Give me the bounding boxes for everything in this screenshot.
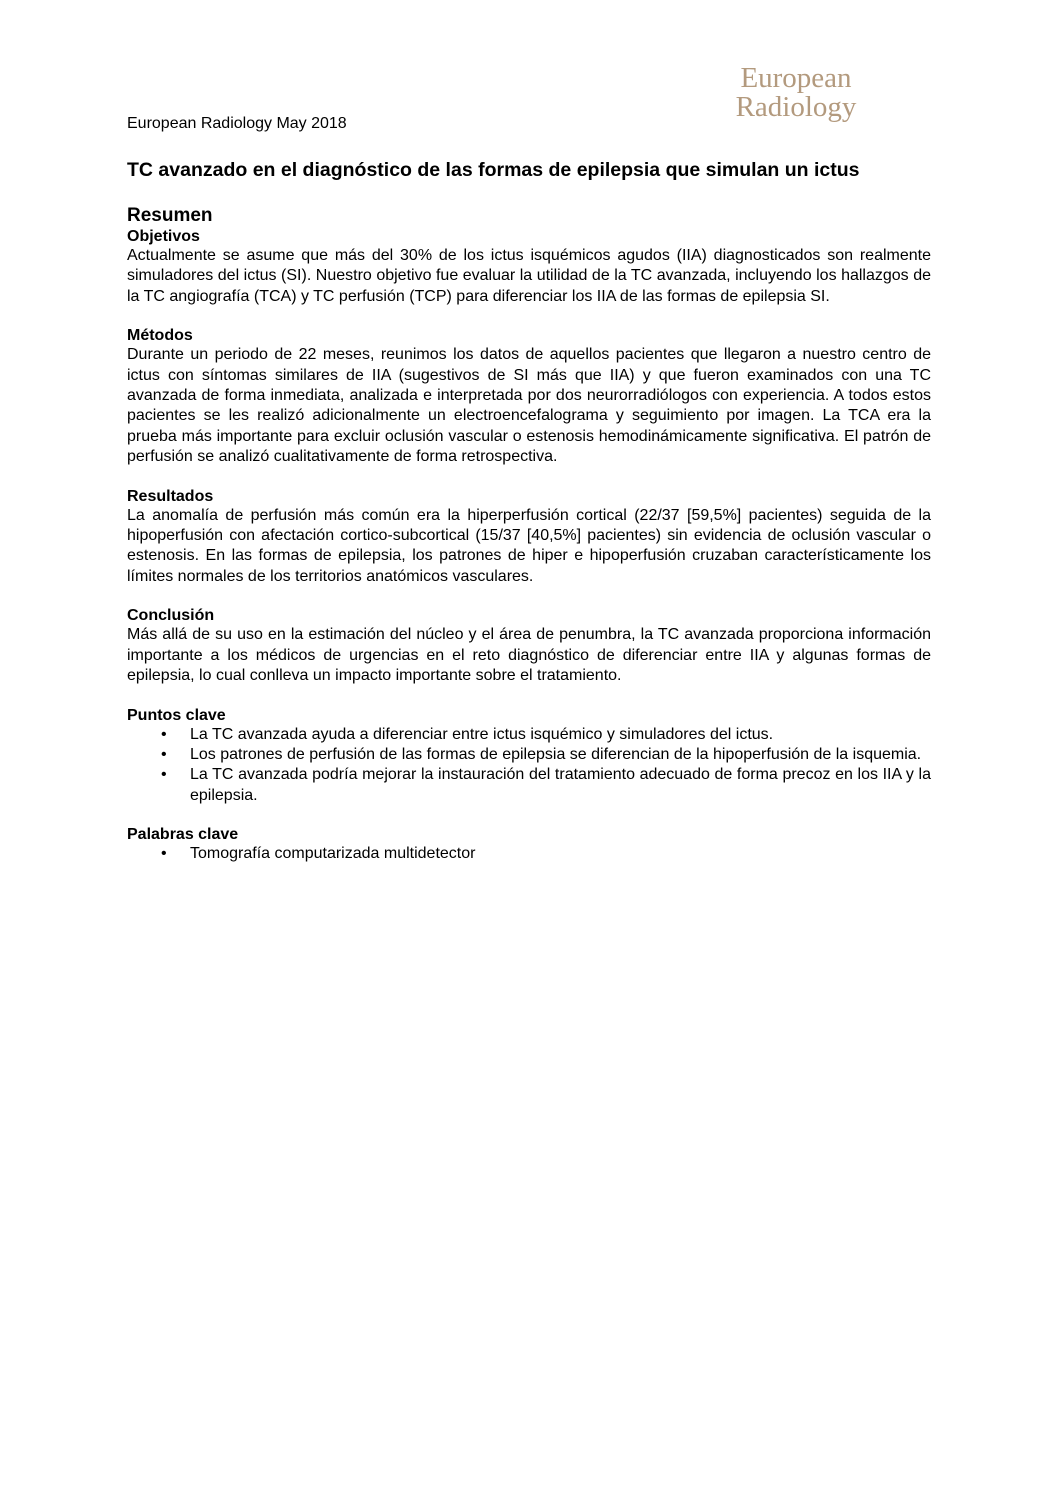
section-resultados [127,488,931,588]
bullet-icon: • [161,766,167,784]
list-item-text: Los patrones de perfusión de las formas de epilepsia se diferencian de la hipoperfusión de la isquemia. [190,745,922,763]
logo-line-1: European [740,62,852,94]
palabras-clave-heading: Palabras clave [127,826,239,844]
list-item [127,844,931,864]
section-metodos [127,327,931,467]
journal-date-line: European Radiology May 2018 [127,115,347,132]
conclusion-text: Más allá de su uso en la estimación del núcleo y el área de penumbra, la TC avanzada proporciona información importante a los médicos de urgencias en el reto diagnóstico de diferenciar entre IIA y algunas formas de epilepsia, lo cual conlleva un impacto importante sobre el tratamiento. [127,626,931,685]
resumen-heading: Resumen [127,205,213,226]
palabras-clave-list [127,844,931,864]
list-item [127,765,931,806]
puntos-clave-list [127,725,931,807]
resultados-heading: Resultados [127,487,214,505]
objetivos-text: Actualmente se asume que más del 30% de los ictus isquémicos agudos (IIA) diagnosticados son realmente simuladores del ictus (SI). Nuestro objetivo fue evaluar la utilidad de la TC avanzada, incluyendo los hallazgos de la TC angiografía (TCA) y TC perfusión (TCP) para diferenciar los IIA de las formas de epilepsia SI. [127,247,931,305]
objetivos-heading: Objetivos [127,228,200,245]
bullet-icon: • [161,725,167,743]
section-puntos-clave [127,707,931,807]
list-item-text: Tomografía computarizada multidetector [190,845,476,863]
list-item-text: La TC avanzada podría mejorar la instauración del tratamiento adecuado de forma precoz en los IIA y la epilepsia. [190,766,931,804]
resultados-text: La anomalía de perfusión más común era la hiperperfusión cortical (22/37 [59,5%] pacientes) seguida de la hipoperfusión con afectación cortico-subcortical (15/37 [40,5%] pacientes) sin evidencia de oclusión vascular o estenosis. En las formas de epilepsia, los patrones de hiper e hipoperfusión cruzaban característicamente los límites normales de los territorios anatómicos vasculares. [127,506,931,585]
logo-line-2: Radiology [735,91,857,123]
list-item [127,725,931,745]
journal-logo [716,64,876,122]
bullet-icon: • [161,745,167,763]
section-palabras-clave [127,826,931,864]
abstract-content [127,204,931,885]
article-title: TC avanzado en el diagnóstico de las formas de epilepsia que simulan un ictus [127,159,860,181]
bullet-icon: • [161,845,167,863]
section-objetivos [127,228,931,307]
conclusion-heading: Conclusión [127,607,215,625]
metodos-heading: Métodos [127,327,193,345]
list-item-text: La TC avanzada ayuda a diferenciar entre ictus isquémico y simuladores del ictus. [190,725,774,743]
metodos-text: Durante un periodo de 22 meses, reunimos los datos de aquellos pacientes que llegaron a nuestro centro de ictus con síntomas similares de IIA (sugestivos de SI más que IIA) y que fueron examinados con una TC avanzada de forma inmediata, analizada e interpretada por dos neurorradiólogos con experiencia. A todos estos pacientes se les realizó adicionalmente un electroencefalograma y seguimiento por imagen. La TCA era la prueba más importante para excluir oclusión vascular o estenosis hemodinámicamente significativa. El patrón de perfusión se analizó cualitativamente de forma retrospectiva. [127,346,931,466]
puntos-clave-heading: Puntos clave [127,706,226,724]
list-item [127,745,931,765]
section-conclusion [127,607,931,686]
